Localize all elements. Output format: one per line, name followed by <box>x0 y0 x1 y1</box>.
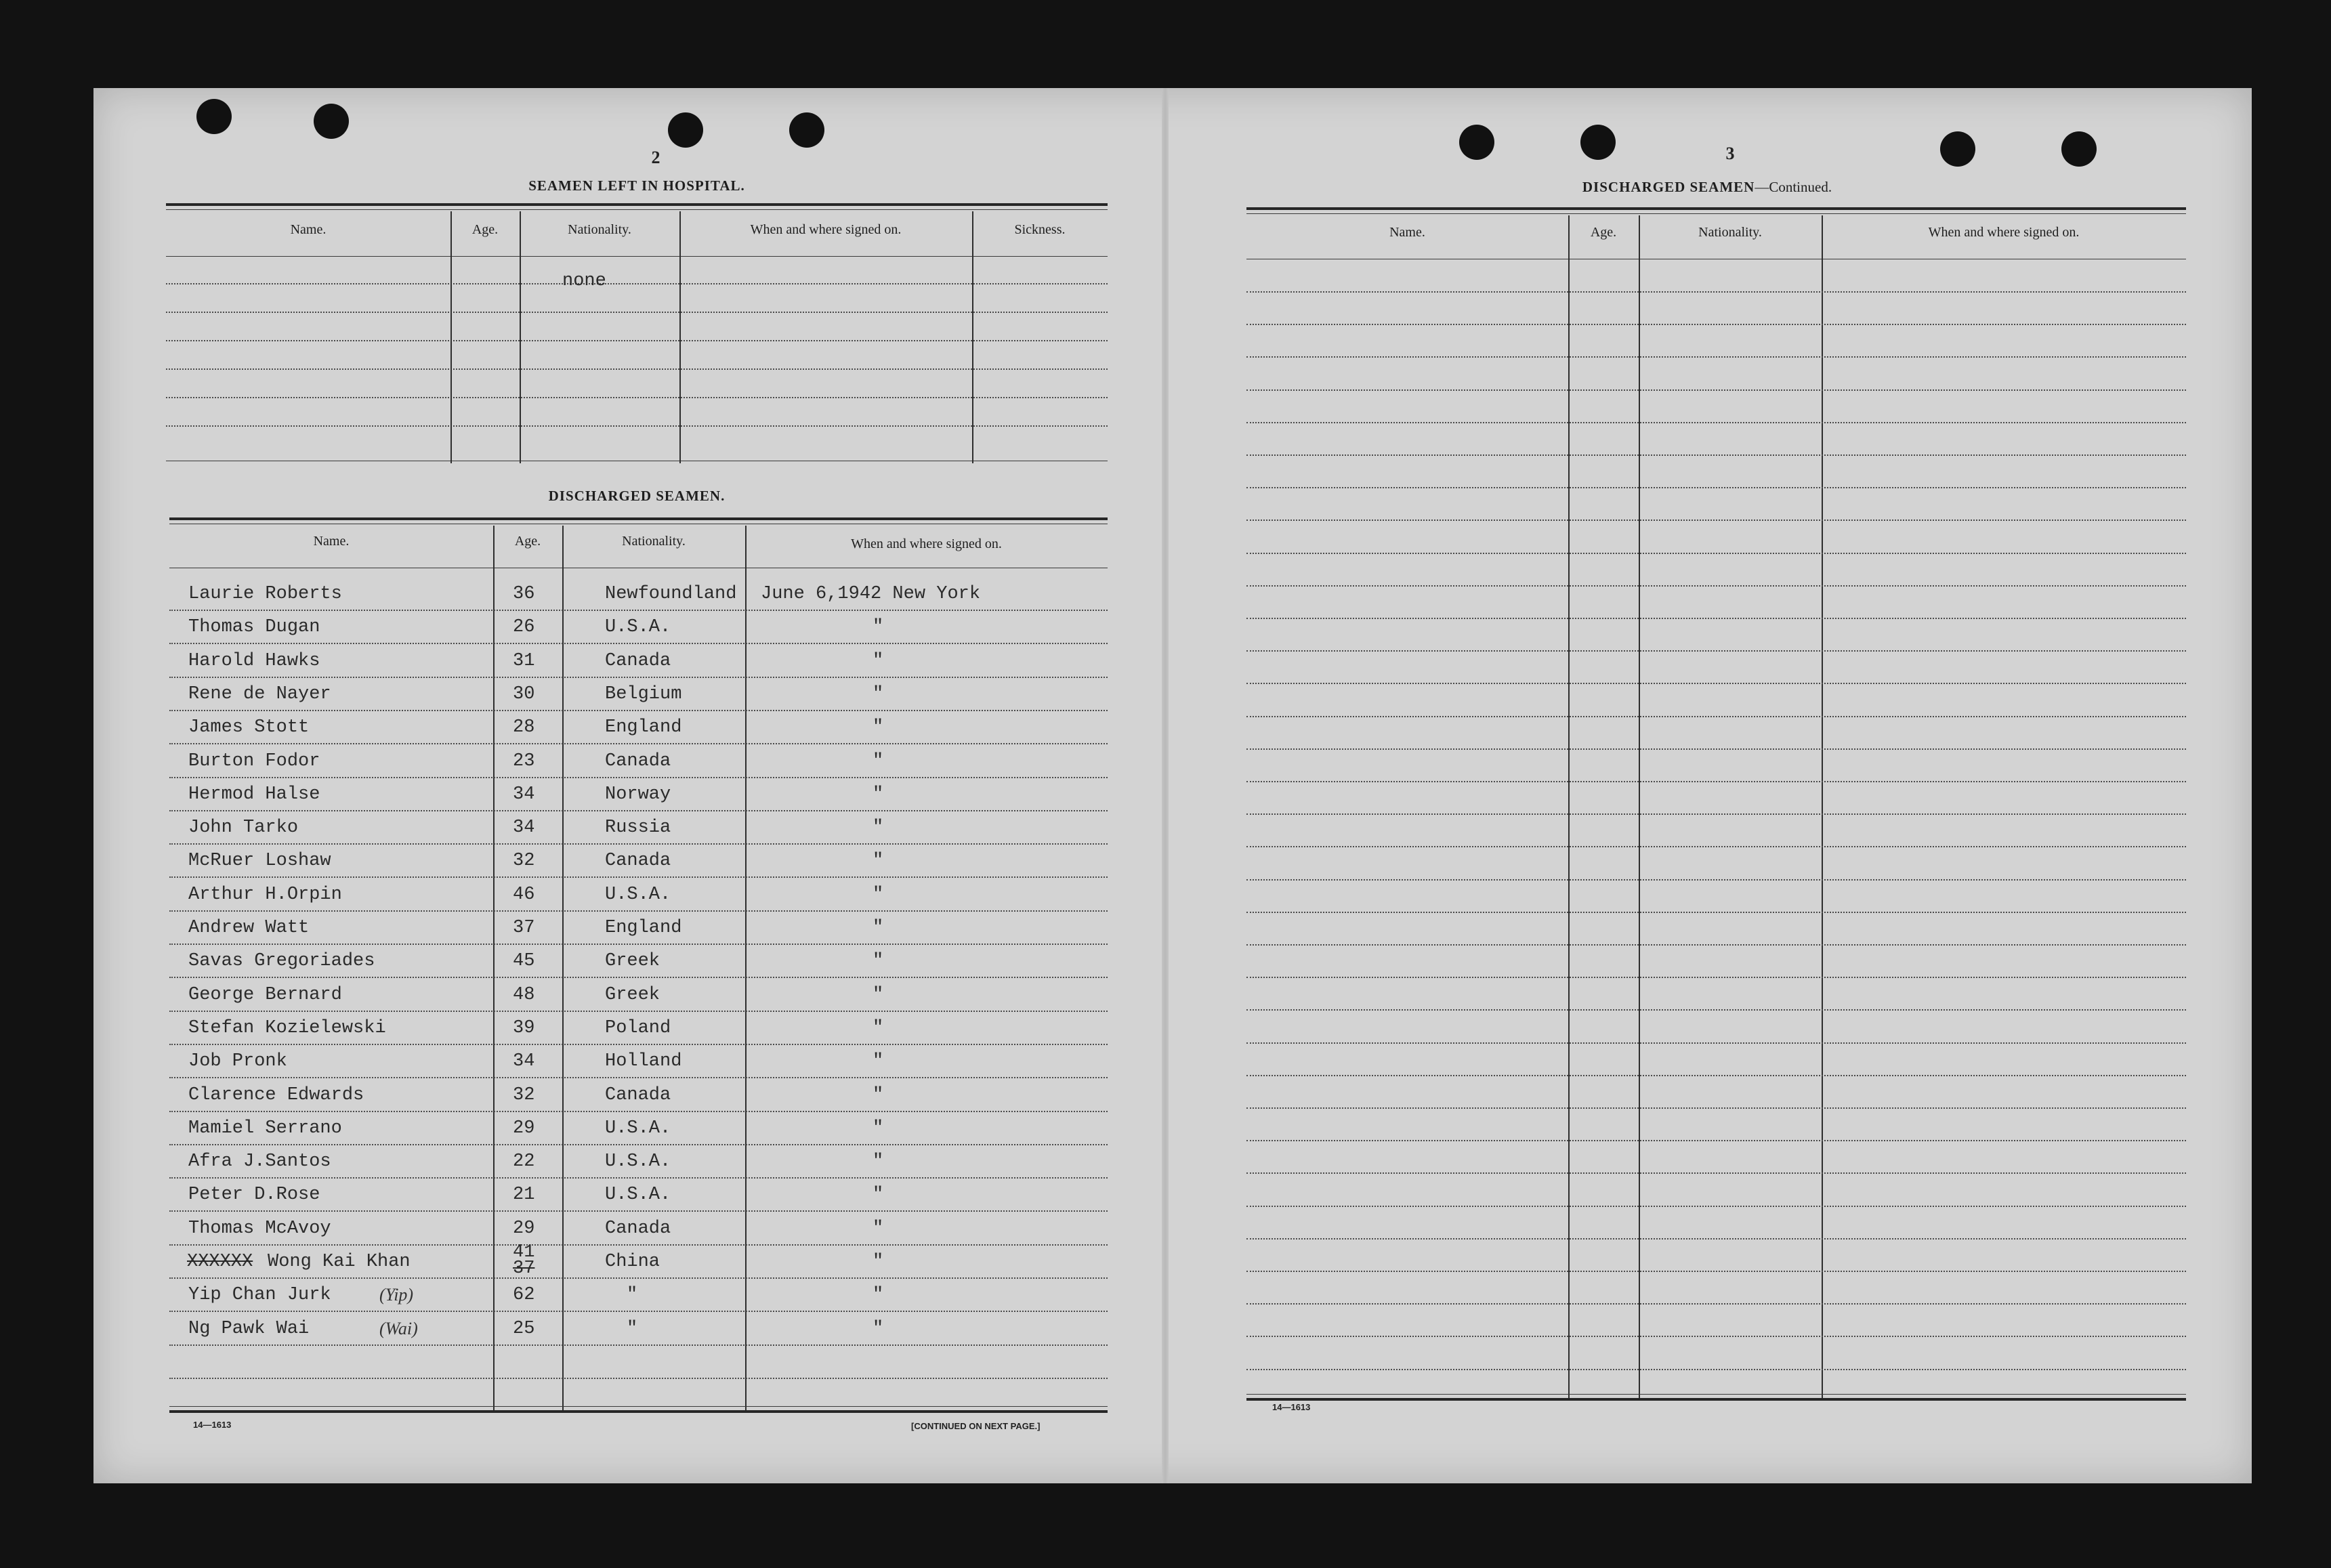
seaman-age: 32 <box>513 851 535 871</box>
seaman-age: 22 <box>513 1151 535 1172</box>
seaman-nationality: Canada <box>605 651 671 671</box>
row-rule <box>169 743 1108 744</box>
row-rule <box>1246 1042 2186 1044</box>
hospital-header-age: Age. <box>471 222 499 237</box>
row-rule <box>1246 650 2186 652</box>
row-rule <box>169 1177 1108 1179</box>
seaman-age: 28 <box>513 717 535 738</box>
seaman-nationality: Greek <box>605 985 660 1005</box>
row-rule <box>169 1044 1108 1045</box>
hospital-entry: none <box>562 271 606 291</box>
row-rule <box>1246 683 2186 684</box>
row-rule <box>1246 748 2186 750</box>
seaman-signed-on: " <box>873 951 884 971</box>
row-rule <box>169 1277 1108 1279</box>
seaman-nationality: U.S.A. <box>605 885 671 905</box>
row-rule <box>1246 1271 2186 1272</box>
seaman-age: 39 <box>513 1018 535 1038</box>
row-rule <box>169 1210 1108 1212</box>
seaman-name: Thomas McAvoy <box>188 1219 331 1239</box>
discharged-header-nationality: Nationality. <box>622 534 686 549</box>
row-rule <box>169 876 1108 878</box>
hospital-header-name: Name. <box>290 222 327 237</box>
row-rule <box>169 1244 1108 1246</box>
seaman-nationality: Greek <box>605 951 660 971</box>
row-rule <box>169 1344 1108 1346</box>
seaman-name: Laurie Roberts <box>188 584 342 604</box>
seaman-name: John Tarko <box>188 818 299 838</box>
form-number-right: 14—1613 <box>1272 1402 1311 1412</box>
seaman-signed-on: " <box>873 651 884 671</box>
discharged-header-signed-on: When and where signed on. <box>851 536 1002 551</box>
seaman-signed-on: " <box>873 1319 884 1339</box>
hospital-header-sickness: Sickness. <box>1014 222 1066 237</box>
hospital-header-signed-on: When and where signed on. <box>750 222 902 237</box>
row-rule <box>169 810 1108 811</box>
row-rule <box>169 710 1108 711</box>
seaman-name: Wong Kai Khan <box>268 1252 411 1272</box>
seaman-signed-on: " <box>873 818 884 838</box>
seaman-age: 48 <box>513 985 535 1005</box>
row-rule <box>1246 781 2186 782</box>
row-rule <box>1246 944 2186 946</box>
struck-name: XXXXXX <box>187 1252 253 1272</box>
seaman-nationality: " <box>627 1285 638 1305</box>
seaman-nationality: Russia <box>605 818 671 838</box>
row-rule <box>169 1077 1108 1078</box>
seaman-name: Arthur H.Orpin <box>188 885 342 905</box>
row-rule <box>1246 553 2186 554</box>
hospital-header-nationality: Nationality. <box>568 222 631 237</box>
seaman-nationality: Norway <box>605 784 671 805</box>
row-rule <box>1246 879 2186 881</box>
seaman-nationality: Canada <box>605 751 671 771</box>
row-rule <box>169 1378 1108 1379</box>
seaman-name: Mamiel Serrano <box>188 1118 342 1139</box>
seaman-nationality: Holland <box>605 1051 682 1072</box>
row-rule <box>169 777 1108 778</box>
seaman-name: Ng Pawk Wai <box>188 1319 310 1339</box>
row-rule <box>1246 977 2186 978</box>
seaman-name: Andrew Watt <box>188 918 310 938</box>
seaman-age: 41 <box>513 1242 535 1263</box>
seaman-nationality: U.S.A. <box>605 617 671 637</box>
row-rule <box>1246 1238 2186 1239</box>
continued-note: [CONTINUED ON NEXT PAGE.] <box>911 1421 1041 1431</box>
punch-hole <box>1940 131 1975 167</box>
seaman-age: 30 <box>513 684 535 704</box>
seaman-name: Hermod Halse <box>188 784 320 805</box>
seaman-signed-on: " <box>873 851 884 871</box>
seaman-name: Afra J.Santos <box>188 1151 331 1172</box>
seaman-signed-on: " <box>873 684 884 704</box>
seaman-signed-on: " <box>873 885 884 905</box>
seaman-age: 32 <box>513 1085 535 1105</box>
row-rule <box>1246 1206 2186 1207</box>
seaman-signed-on: " <box>873 918 884 938</box>
row-rule <box>169 677 1108 678</box>
seaman-nationality: Poland <box>605 1018 671 1038</box>
punch-hole <box>668 112 703 148</box>
seaman-nationality: Canada <box>605 1085 671 1105</box>
row-rule <box>1246 1140 2186 1141</box>
seaman-age: 29 <box>513 1219 535 1239</box>
row-rule <box>1246 1009 2186 1011</box>
seaman-age: 62 <box>513 1285 535 1305</box>
seaman-name: Savas Gregoriades <box>188 951 375 971</box>
seaman-name: Peter D.Rose <box>188 1185 320 1205</box>
seaman-nationality: U.S.A. <box>605 1118 671 1139</box>
punch-hole <box>1459 125 1494 160</box>
continued-title-main: DISCHARGED SEAMEN <box>1582 179 1755 195</box>
punch-hole <box>196 99 232 134</box>
row-rule <box>1246 1075 2186 1076</box>
seaman-age: 37 <box>513 918 535 938</box>
discharged-header-age: Age. <box>514 534 541 549</box>
seaman-nationality: Canada <box>605 851 671 871</box>
seaman-signed-on: " <box>873 1252 884 1272</box>
seaman-nationality: China <box>605 1252 660 1272</box>
row-rule <box>169 643 1108 644</box>
seaman-age: 25 <box>513 1319 535 1339</box>
seaman-signed-on: " <box>873 1118 884 1139</box>
punch-hole <box>2061 131 2097 167</box>
row-rule <box>1246 487 2186 488</box>
seaman-name: Yip Chan Jurk <box>188 1285 331 1305</box>
seaman-nationality: " <box>627 1319 638 1339</box>
seaman-name: Thomas Dugan <box>188 617 320 637</box>
seaman-signed-on: " <box>873 985 884 1005</box>
seaman-signed-on: " <box>873 717 884 738</box>
seaman-name: Stefan Kozielewski <box>188 1018 386 1038</box>
row-rule <box>169 1311 1108 1312</box>
seaman-nationality: Belgium <box>605 684 682 704</box>
row-rule <box>169 910 1108 912</box>
row-rule <box>1246 1369 2186 1370</box>
seaman-signed-on: " <box>873 1085 884 1105</box>
seaman-nationality: Newfoundland <box>605 584 737 604</box>
seaman-name: Clarence Edwards <box>188 1085 364 1105</box>
seaman-name: Harold Hawks <box>188 651 320 671</box>
seaman-name: James Stott <box>188 717 310 738</box>
seaman-signed-on: " <box>873 784 884 805</box>
hospital-section-title: SEAMEN LEFT IN HOSPITAL. <box>528 177 745 194</box>
seaman-age: 26 <box>513 617 535 637</box>
seaman-signed-on: " <box>873 1185 884 1205</box>
row-rule <box>1246 291 2186 293</box>
seaman-age: 31 <box>513 651 535 671</box>
row-rule <box>1246 846 2186 847</box>
form-number-left: 14—1613 <box>193 1420 232 1430</box>
seaman-age: 34 <box>513 818 535 838</box>
row-rule <box>1246 585 2186 587</box>
seaman-name: George Bernard <box>188 985 342 1005</box>
row-rule <box>1246 454 2186 456</box>
row-rule <box>1246 1303 2186 1305</box>
punch-hole <box>314 104 349 139</box>
row-rule <box>1246 912 2186 913</box>
page-number-right: 3 <box>1725 144 1735 163</box>
discharged-section-title: DISCHARGED SEAMEN. <box>548 488 726 504</box>
seaman-age: 45 <box>513 951 535 971</box>
seaman-signed-on: " <box>873 1219 884 1239</box>
seaman-age: 36 <box>513 584 535 604</box>
discharged-header-name: Name. <box>313 534 350 549</box>
row-rule <box>1246 389 2186 391</box>
seaman-age: 23 <box>513 751 535 771</box>
continued-title-suffix: —Continued. <box>1755 179 1832 195</box>
continued-header-nationality: Nationality. <box>1698 225 1762 240</box>
continued-header-signed-on: When and where signed on. <box>1928 225 2080 240</box>
seaman-age: 46 <box>513 885 535 905</box>
row-rule <box>169 1111 1108 1112</box>
seaman-nationality: England <box>605 918 682 938</box>
paper-sheet <box>93 88 2252 1483</box>
seaman-signed-on: " <box>873 751 884 771</box>
seaman-nationality: Canada <box>605 1219 671 1239</box>
seaman-nationality: England <box>605 717 682 738</box>
row-rule <box>1246 1172 2186 1174</box>
seaman-signed-on: " <box>873 1151 884 1172</box>
struck-age: 37 <box>513 1258 535 1279</box>
punch-hole <box>789 112 824 148</box>
seaman-name: Job Pronk <box>188 1051 287 1072</box>
seaman-nationality: U.S.A. <box>605 1151 671 1172</box>
continued-header-name: Name. <box>1389 225 1425 240</box>
row-rule <box>1246 1107 2186 1109</box>
page-number: 2 <box>651 148 660 167</box>
row-rule <box>1246 356 2186 358</box>
row-rule <box>169 1144 1108 1145</box>
seaman-name: Rene de Nayer <box>188 684 331 704</box>
row-rule <box>1246 520 2186 521</box>
seaman-age: 21 <box>513 1185 535 1205</box>
page-fold <box>1162 88 1169 1483</box>
handwritten-annotation: (Yip) <box>379 1285 414 1305</box>
seaman-nationality: U.S.A. <box>605 1185 671 1205</box>
row-rule <box>169 944 1108 945</box>
row-rule <box>1246 618 2186 619</box>
discharged-continued-title <box>1490 179 1924 196</box>
continued-header-age: Age. <box>1590 225 1617 240</box>
seaman-age: 34 <box>513 784 535 805</box>
seaman-signed-on: June 6,1942 New York <box>761 584 981 604</box>
row-rule <box>169 610 1108 611</box>
row-rule <box>1246 324 2186 325</box>
handwritten-annotation: (Wai) <box>379 1319 418 1338</box>
seaman-name: Burton Fodor <box>188 751 320 771</box>
seaman-signed-on: " <box>873 1285 884 1305</box>
row-rule <box>169 1011 1108 1012</box>
seaman-signed-on: " <box>873 1051 884 1072</box>
row-rule <box>1246 422 2186 423</box>
seaman-signed-on: " <box>873 1018 884 1038</box>
punch-hole <box>1580 125 1616 160</box>
row-rule <box>1246 813 2186 815</box>
row-rule <box>1246 716 2186 717</box>
seaman-age: 29 <box>513 1118 535 1139</box>
row-rule <box>169 977 1108 978</box>
seaman-age: 34 <box>513 1051 535 1072</box>
seaman-name: McRuer Loshaw <box>188 851 331 871</box>
row-rule <box>1246 1336 2186 1337</box>
row-rule <box>169 843 1108 845</box>
seaman-signed-on: " <box>873 617 884 637</box>
